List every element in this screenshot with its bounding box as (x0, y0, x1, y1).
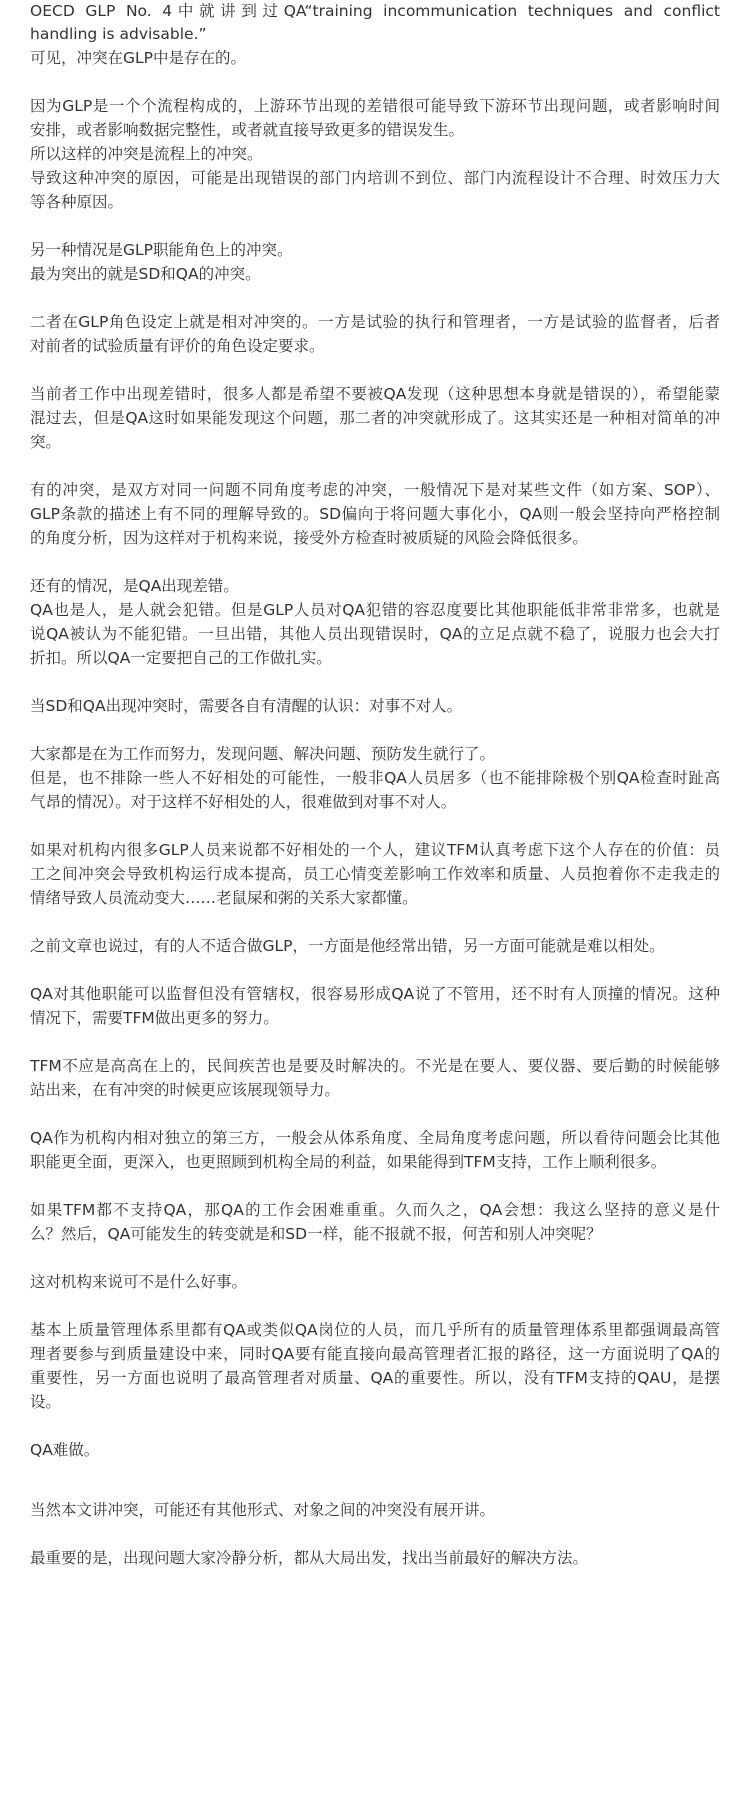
text-line: 导致这种冲突的原因，可能是出现错误的部门内培训不到位、部门内流程设计不合理、时效压力大 (30, 169, 720, 187)
text-line: 么？然后，QA可能发生的转变就是和SD一样，能不报就不报，何苦和别人冲突呢？ (30, 1225, 602, 1243)
text-line: 职能更全面，更深入，也更照顾到机构全局的利益，如果能得到TFM支持，工作上顺利很多。 (30, 1153, 667, 1171)
text-line: 大家都是在为工作而努力，发现问题、解决问题、预防发生就行了。 (30, 745, 496, 763)
text-line: 另一种情况是GLP职能角色上的冲突。 (30, 241, 293, 259)
text-line: 当然本文讲冲突，可能还有其他形式、对象之间的冲突没有展开讲。 (30, 1501, 496, 1519)
text-line: 但是，也不排除一些人不好相处的可能性，一般非QA人员居多（也不能排除极个别QA检查时趾高 (30, 769, 720, 787)
text-line: 有的冲突，是双方对同一问题不同角度考虑的冲突，一般情况下是对某些文件（如方案、SOP）、 (30, 481, 720, 499)
text-line: 如果TFM都不支持QA，那QA的工作会困难重重。久而久之，QA会想：我这么坚持的意义是什 (30, 1201, 720, 1219)
text-line: 基本上质量管理体系里都有QA或类似QA岗位的人员，而几乎所有的质量管理体系里都强调最高管 (30, 1321, 720, 1339)
text-line: 气昂的情况）。对于这样不好相处的人，很难做到对事不对人。 (30, 793, 457, 811)
text-line: 情况下，需要TFM做出更多的努力。 (30, 1009, 279, 1027)
text-line: 突。 (30, 433, 62, 451)
text-line: 说QA被认为不能犯错。一旦出错，其他人员出现错误时，QA的立足点就不稳了，说服力也会大打 (30, 625, 720, 643)
text-line: 当前者工作中出现差错时，很多人都是希望不要被QA发现（这种思想本身就是错误的），希望能蒙 (30, 385, 720, 403)
text-line: 可见，冲突在GLP中是存在的。 (30, 49, 246, 67)
text-line: 折扣。所以QA一定要把自己的工作做扎实。 (30, 649, 332, 667)
text-line: 最为突出的就是SD和QA的冲突。 (30, 265, 261, 283)
text-line: 站出来，在有冲突的时候更应该展现领导力。 (30, 1081, 341, 1099)
text-line: 最重要的是，出现问题大家冷静分析，都从大局出发，找出当前最好的解决方法。 (30, 1549, 589, 1567)
text-line: 这对机构来说可不是什么好事。 (30, 1273, 248, 1291)
text-line: QA作为机构内相对独立的第三方，一般会从体系角度、全局角度考虑问题，所以看待问题会比其他 (30, 1129, 720, 1147)
text-line: 二者在GLP角色设定上就是相对冲突的。一方是试验的执行和管理者，一方是试验的监督者，后者 (30, 313, 720, 331)
text-line: 的角度分析，因为这样对于机构来说，接受外方检查时被质疑的风险会降低很多。 (30, 529, 589, 547)
text-line: TFM不应是高高在上的，民间疾苦也是要及时解决的。不光是在要人、要仪器、要后勤的时候能够 (30, 1057, 720, 1075)
text-line: QA也是人，是人就会犯错。但是GLP人员对QA犯错的容忍度要比其他职能低非常非常多，也就是 (30, 601, 720, 619)
text-line: QA难做。 (30, 1441, 100, 1459)
text-line: 设。 (30, 1393, 62, 1411)
text-line: 安排，或者影响数据完整性，或者就直接导致更多的错误发生。 (30, 121, 465, 139)
text-line: 工之间冲突会导致机构运行成本提高，员工心情变差影响工作效率和质量、人员抱着你不走我走的 (30, 865, 720, 883)
text-line: 混过去，但是QA这时如果能发现这个问题，那二者的冲突就形成了。这其实还是一种相对简单的冲 (30, 409, 720, 427)
text-line: 如果对机构内很多GLP人员来说都不好相处的一个人，建议TFM认真考虑下这个人存在的价值：员 (30, 841, 720, 859)
text-line: 重要性，另一方面也说明了最高管理者对质量、QA的重要性。所以，没有TFM支持的QAU，是摆 (30, 1369, 720, 1387)
text-line: 理者要参与到质量建设中来，同时QA要有能直接向最高管理者汇报的路径，这一方面说明了QA的 (30, 1345, 720, 1363)
text-line: 当SD和QA出现冲突时，需要各自有清醒的认识：对事不对人。 (30, 697, 463, 715)
text-line: 之前文章也说过，有的人不适合做GLP，一方面是他经常出错，另一方面可能就是难以相处。 (30, 937, 665, 955)
text-line: 情绪导致人员流动变大……老鼠屎和粥的关系大家都懂。 (30, 889, 418, 907)
text-line: OECD GLP No. 4中就讲到过QA“training incommunication techniques and conflict (30, 2, 720, 20)
text-line: GLP条款的描述上有不同的理解导致的。SD偏向于将问题大事化小，QA则一般会坚持向严格控制 (30, 505, 720, 523)
text-line: 等各种原因。 (30, 193, 124, 211)
text-line: 因为GLP是一个个流程构成的，上游环节出现的差错很可能导致下游环节出现问题，或者影响时间 (30, 97, 720, 115)
text-line: handling is advisable.” (30, 25, 207, 43)
text-line: 还有的情况，是QA出现差错。 (30, 577, 239, 595)
text-line: QA对其他职能可以监督但没有管辖权，很容易形成QA说了不管用，还不时有人顶撞的情况。这种 (30, 985, 720, 1003)
text-line: 所以这样的冲突是流程上的冲突。 (30, 145, 263, 163)
text-line: 对前者的试验质量有评价的角色设定要求。 (30, 337, 325, 355)
